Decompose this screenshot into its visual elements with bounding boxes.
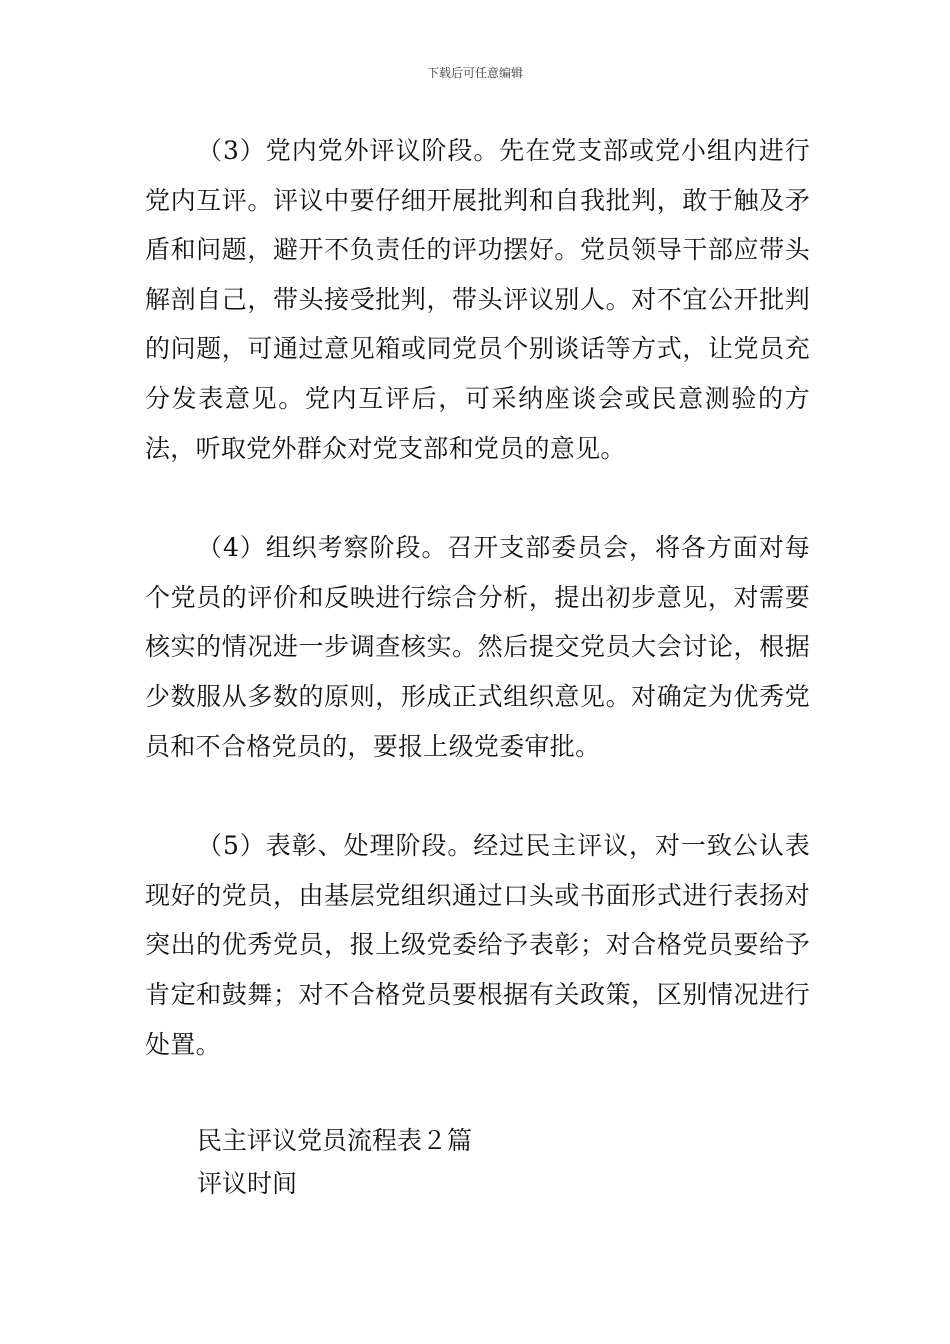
paragraph-stage-3: （3）党内党外评议阶段。先在党支部或党小组内进行党内互评。评议中要仔细开展批判和自我批判，敢于触及矛盾和问题，避开不负责任的评功摆好。党员领导干部应带头解剖自己，带头接受批判，带头评议别人。对不宜公开批判的问题，可通过意见箱或同党员个别谈话等方式，让党员充分发表意见。党内互评后，可采纳座谈会或民意测验的方法，听取党外群众对党支部和党员的意见。 xyxy=(145,136,810,463)
paragraph-stage-4: （4）组织考察阶段。召开支部委员会，将各方面对每个党员的评价和反映进行综合分析，提出初步意见，对需要核实的情况进一步调查核实。然后提交党员大会讨论，根据少数服从多数的原则，形成正式组织意见。对确定为优秀党员和不合格党员的，要报上级党委审批。 xyxy=(145,533,810,761)
page-header: 下载后可任意编辑 xyxy=(426,66,523,80)
document-body xyxy=(145,126,810,1205)
section-title: 民主评议党员流程表２篇 xyxy=(197,1126,473,1156)
paragraph-stage-5: （5）表彰、处理阶段。经过民主评议，对一致公认表现好的党员，由基层党组织通过口头或书面形式进行表扬对突出的优秀党员，报上级党委给予表彰；对合格党员要给予肯定和鼓舞；对不合格党员要根据有关政策，区别情况进行处置。 xyxy=(145,831,810,1059)
section-subtitle: 评议时间 xyxy=(197,1169,298,1199)
